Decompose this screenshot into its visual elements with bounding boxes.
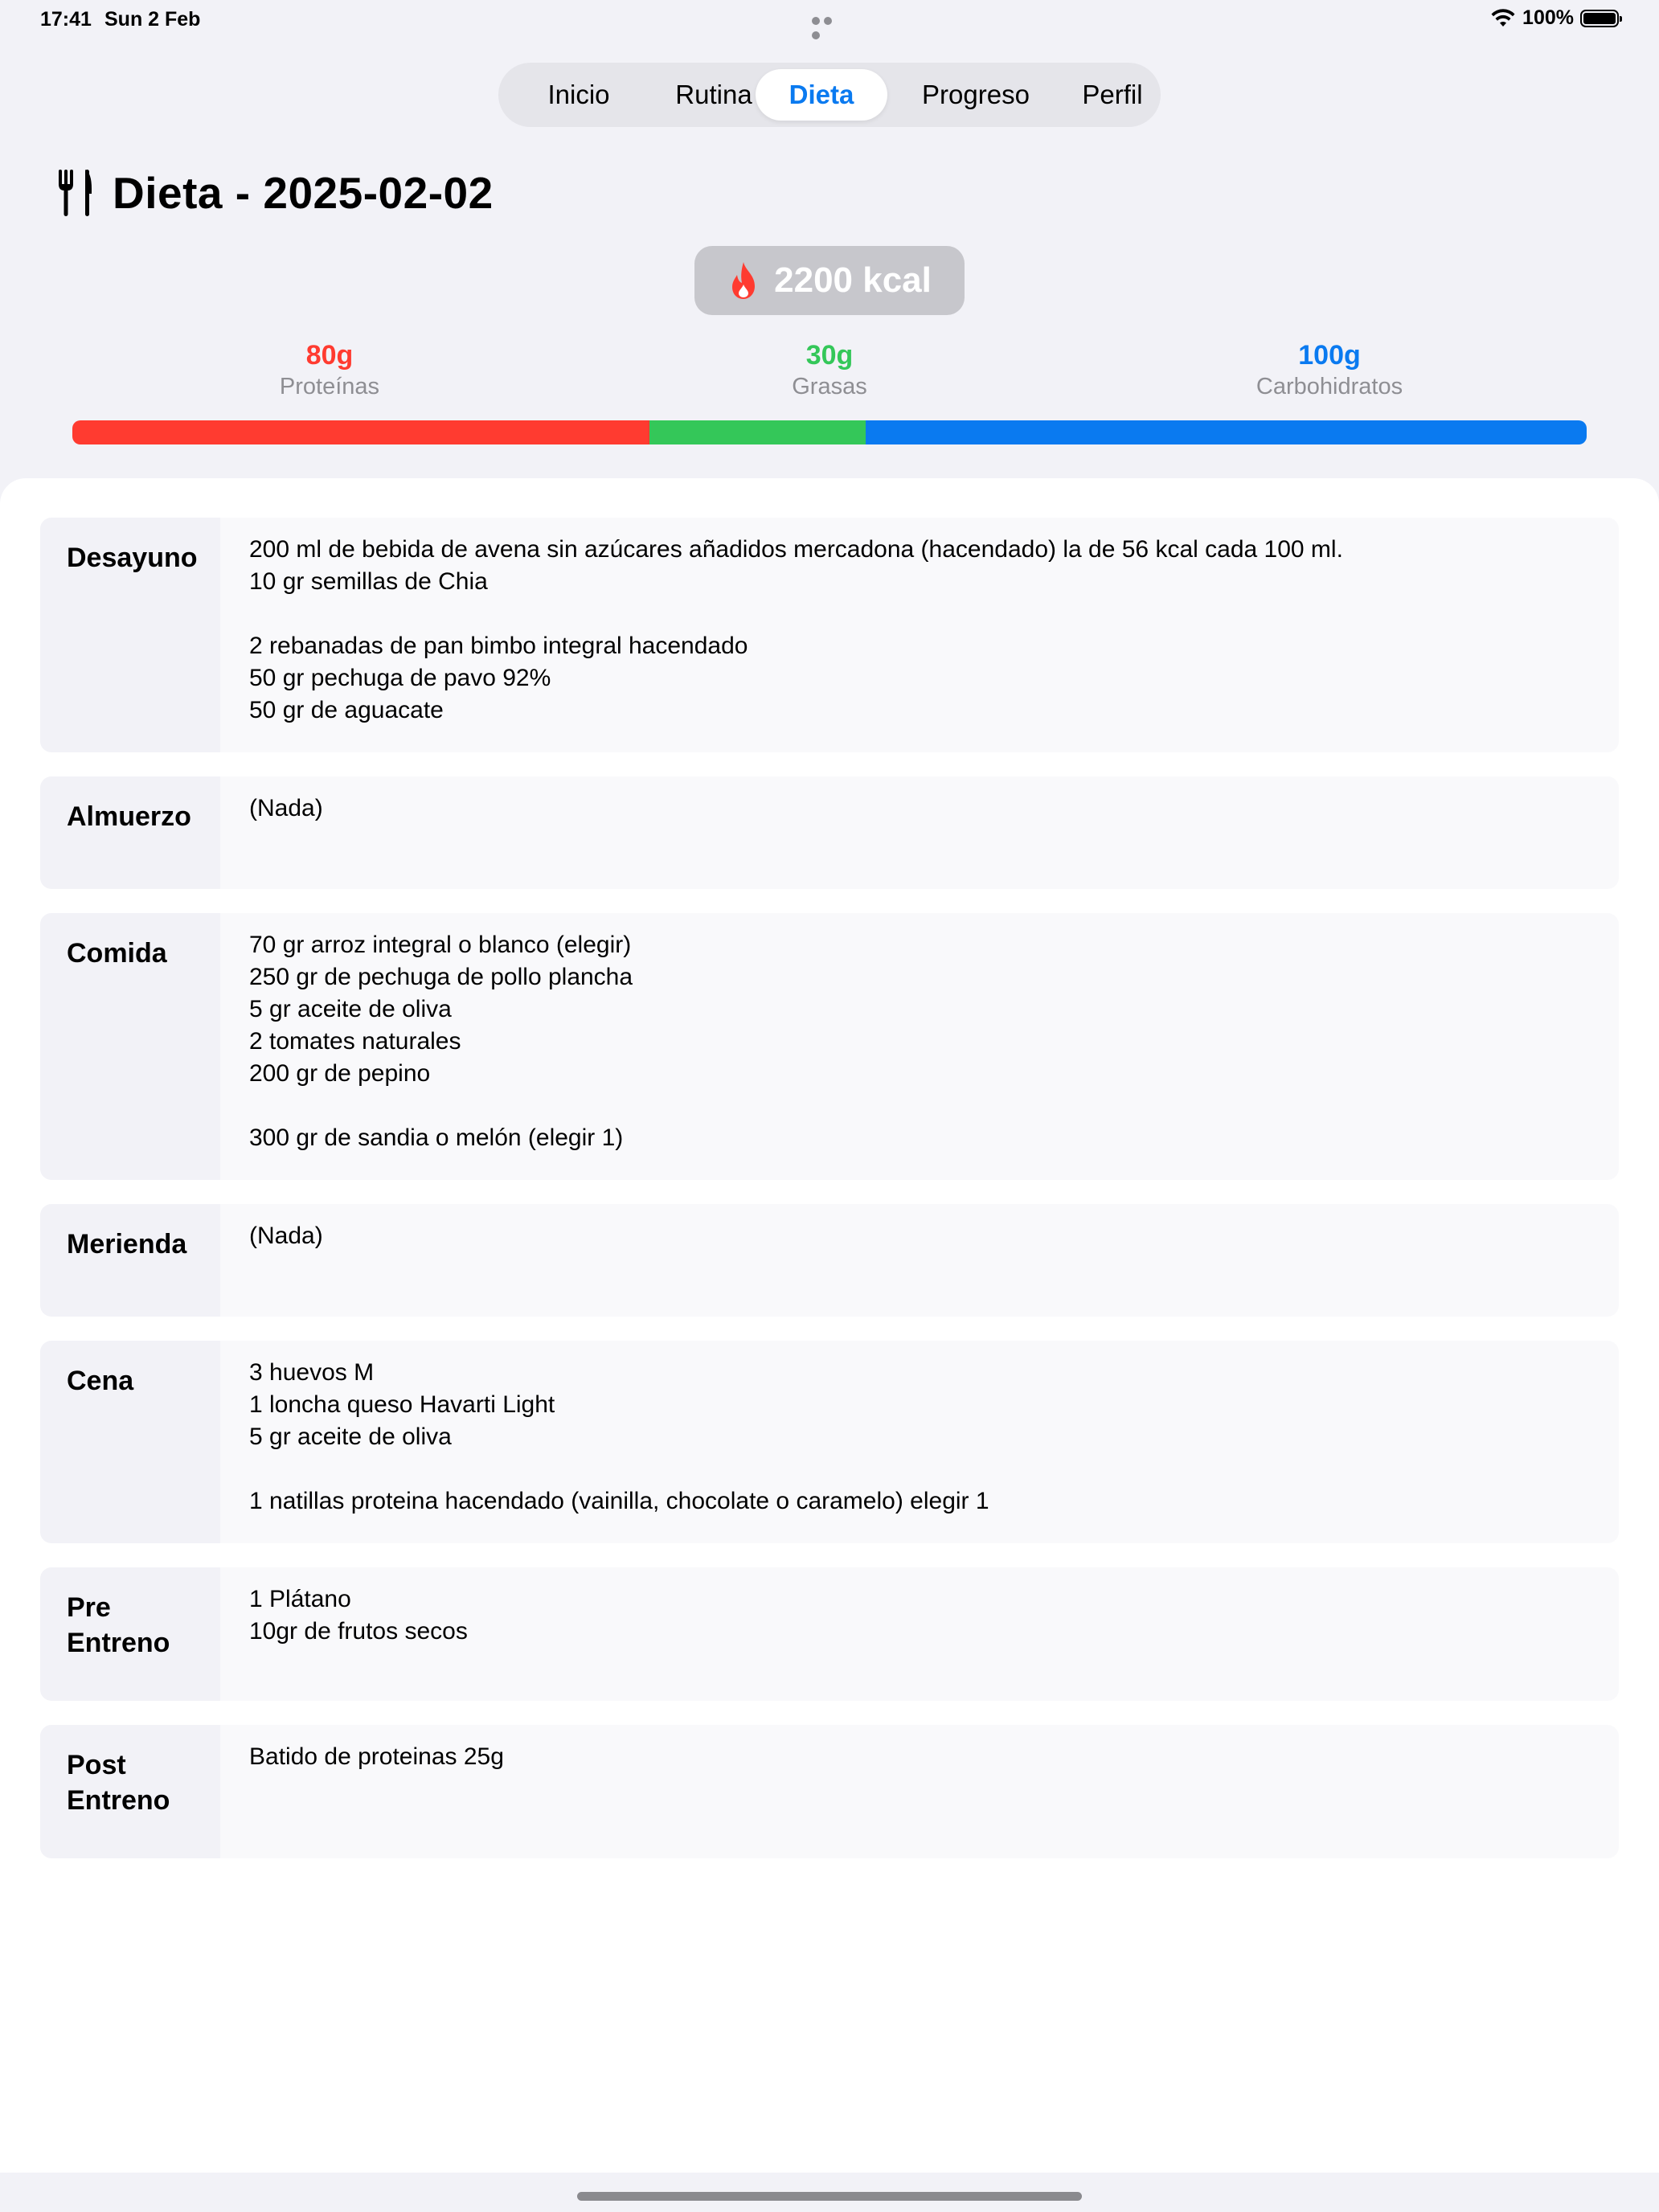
macro-distribution-bar <box>72 420 1587 444</box>
meal-item-line: 10 gr semillas de Chia <box>249 568 488 595</box>
meal-item-line: (Nada) <box>249 795 323 821</box>
meal-item-line: 200 gr de pepino <box>249 1060 431 1087</box>
meal-card-post-entreno[interactable] <box>40 1725 1619 1858</box>
meal-item-line <box>249 1453 1619 1485</box>
protein-label: Proteínas <box>279 374 380 399</box>
battery-percent: 100% <box>1522 6 1574 29</box>
macro-carbs <box>1169 339 1490 402</box>
fat-label: Grasas <box>792 374 867 399</box>
meal-item-line: Batido de proteinas 25g <box>249 1743 504 1770</box>
fat-value: 30g <box>805 340 854 371</box>
meal-name-label: Merienda <box>67 1229 187 1260</box>
meal-item-line: 50 gr pechuga de pavo 92% <box>249 665 551 691</box>
status-indicators <box>1490 6 1619 30</box>
meal-name-label: Cena <box>67 1366 134 1396</box>
meal-card-desayuno[interactable] <box>40 518 1619 752</box>
page-header <box>56 165 494 221</box>
wifi-icon <box>1490 9 1516 28</box>
meal-card-pre-entreno[interactable] <box>40 1567 1619 1701</box>
flame-icon <box>727 260 760 301</box>
meal-name <box>40 776 220 889</box>
protein-value: 80g <box>305 340 354 371</box>
meal-item-line: 3 huevos M <box>249 1359 375 1386</box>
tab-inicio[interactable]: Inicio <box>547 80 610 109</box>
meal-name <box>40 1204 220 1317</box>
meal-item-line: 300 gr de sandia o melón (elegir 1) <box>249 1124 624 1151</box>
home-indicator[interactable] <box>577 2192 1082 2201</box>
battery-icon <box>1580 10 1619 27</box>
meal-item-line: 1 Plátano <box>249 1586 351 1612</box>
home-bar <box>0 2173 1659 2212</box>
meal-item-line: 5 gr aceite de oliva <box>249 996 452 1022</box>
meal-name <box>40 1567 220 1701</box>
meal-item-line <box>249 598 1619 630</box>
meal-item-line: (Nada) <box>249 1223 323 1249</box>
meal-items <box>220 1725 1619 1858</box>
tab-rutina[interactable]: Rutina <box>675 80 752 109</box>
meal-item-line <box>249 1090 1619 1122</box>
meal-item-line: 1 loncha queso Havarti Light <box>249 1391 555 1418</box>
meal-item-line: 250 gr de pechuga de pollo plancha <box>249 964 633 990</box>
meal-card-almuerzo[interactable] <box>40 776 1619 889</box>
tab-perfil[interactable]: Perfil <box>1082 80 1143 109</box>
carbs-label: Carbohidratos <box>1256 374 1403 399</box>
calories-badge <box>694 246 965 315</box>
meal-item-line: 70 gr arroz integral o blanco (elegir) <box>249 932 632 958</box>
page-title: Dieta - 2025-02-02 <box>113 168 494 218</box>
meal-item-line: 2 tomates naturales <box>249 1028 461 1055</box>
macro-protein <box>169 339 490 402</box>
macro-fat <box>669 339 990 402</box>
meal-items <box>220 776 1619 889</box>
fat-segment <box>649 420 866 444</box>
meal-name-label: Comida <box>67 938 167 969</box>
status-time: 17:41 <box>40 8 92 31</box>
meal-item-line: 5 gr aceite de oliva <box>249 1423 452 1450</box>
meal-item-line: 200 ml de bebida de avena sin azúcares añadidos mercadona (hacendado) la de 56 kcal cada 100 ml. <box>249 536 1343 563</box>
meal-name <box>40 1341 220 1543</box>
meal-items <box>220 518 1619 752</box>
fork-knife-icon <box>56 168 95 218</box>
meal-card-cena[interactable] <box>40 1341 1619 1543</box>
meal-item-line: 1 natillas proteina hacendado (vainilla, chocolate o caramelo) elegir 1 <box>249 1488 989 1514</box>
tab-dieta[interactable]: Dieta <box>756 69 887 121</box>
meal-items <box>220 1341 1619 1543</box>
meal-card-comida[interactable] <box>40 913 1619 1180</box>
meal-name-label: Desayuno <box>67 543 198 573</box>
meal-name-label: Pre Entreno <box>67 1592 170 1658</box>
meals-list <box>0 478 1659 2173</box>
meal-card-merienda[interactable] <box>40 1204 1619 1317</box>
main-tab-bar <box>498 63 1161 127</box>
carbs-value: 100g <box>1298 340 1361 371</box>
meal-items <box>220 913 1619 1180</box>
meal-name <box>40 913 220 1180</box>
meal-name-label: Almuerzo <box>67 801 191 832</box>
meal-name <box>40 518 220 752</box>
status-date: Sun 2 Feb <box>104 8 201 31</box>
meal-item-line: 2 rebanadas de pan bimbo integral hacendado <box>249 633 748 659</box>
meal-name-label: Post Entreno <box>67 1750 170 1816</box>
status-bar <box>0 0 1659 40</box>
carbs-segment <box>866 420 1587 444</box>
multitasking-dots-icon[interactable] <box>812 14 847 23</box>
tab-progreso[interactable]: Progreso <box>922 80 1030 109</box>
meal-name <box>40 1725 220 1858</box>
meal-items <box>220 1567 1619 1701</box>
meal-item-line: 10gr de frutos secos <box>249 1618 468 1645</box>
protein-segment <box>72 420 649 444</box>
calories-value: 2200 kcal <box>774 260 932 300</box>
meal-items <box>220 1204 1619 1317</box>
meal-item-line: 50 gr de aguacate <box>249 697 444 723</box>
